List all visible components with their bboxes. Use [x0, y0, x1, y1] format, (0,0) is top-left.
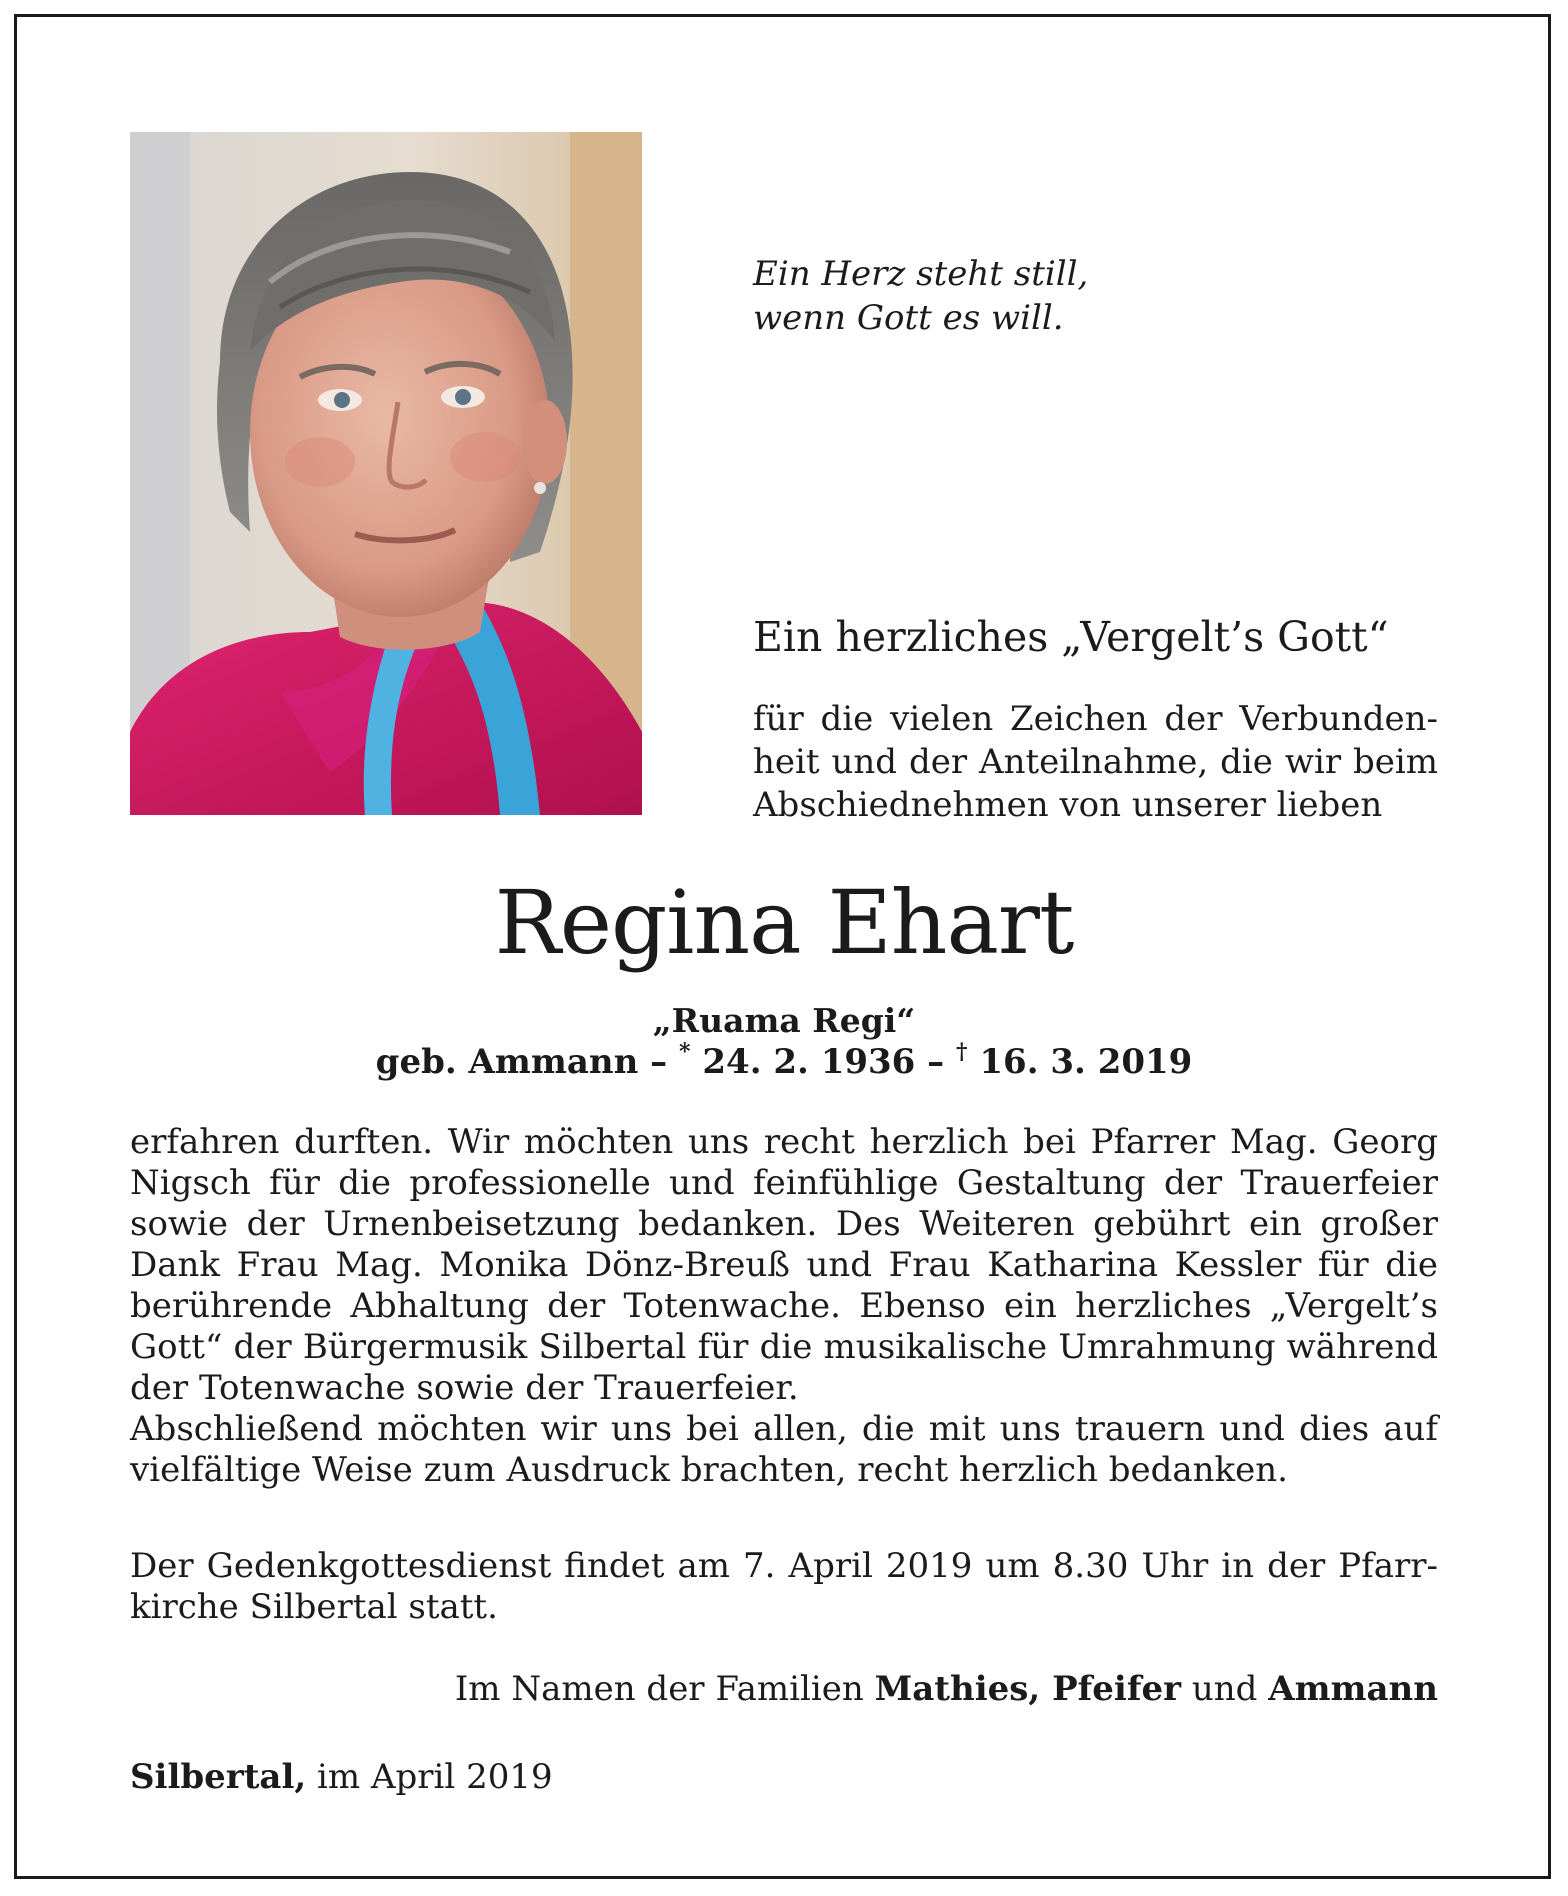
family-prefix: Im Namen der Familien	[454, 1669, 864, 1709]
body-line: Abschließend möchten wir uns bei allen, die mit uns trauern und dies auf	[130, 1409, 1438, 1449]
death-symbol: †	[956, 1039, 968, 1065]
intro-paragraph	[753, 698, 1438, 827]
body-line: sowie der Urnenbeisetzung bedanken. Des Weiteren gebührt ein großer	[130, 1204, 1438, 1244]
death-date: 16. 3. 2019	[979, 1042, 1193, 1082]
deceased-name: Regina Ehart	[494, 871, 1074, 974]
motto-line: wenn Gott es will.	[753, 298, 1064, 338]
birth-name: geb. Ammann –	[375, 1042, 668, 1082]
portrait-photo	[130, 132, 642, 815]
motto-line: Ein Herz steht still,	[753, 254, 1089, 294]
body-line: vielfältige Weise zum Ausdruck brachten, recht herzlich bedanken.	[130, 1450, 1288, 1490]
intro-line: für die vielen Zeichen der Verbunden-	[753, 699, 1438, 739]
intro-line: heit und der Anteilnahme, die wir beim	[753, 742, 1438, 782]
body-line: erfahren durften. Wir möchten uns recht herzlich bei Pfarrer Mag. Georg	[130, 1122, 1438, 1162]
body-line: berührende Abhaltung der Totenwache. Ebenso ein herzliches „Vergelt’s	[130, 1286, 1438, 1326]
family-names: Mathies, Pfeifer	[874, 1669, 1181, 1709]
birth-symbol: *	[679, 1039, 691, 1065]
motto-quote	[753, 252, 1088, 340]
service-line: kirche Silbertal statt.	[130, 1587, 498, 1627]
place-date	[130, 1756, 553, 1798]
thanks-heading: Ein herzliches „Vergelt’s Gott“	[753, 613, 1389, 661]
body-line: Dank Frau Mag. Monika Dönz-Breuß und Frau Katharina Kessler für die	[130, 1245, 1438, 1285]
family-name-last: Ammann	[1268, 1669, 1438, 1709]
birth-date: 24. 2. 1936 –	[702, 1042, 945, 1082]
body-line: der Totenwache sowie der Trauerfeier.	[130, 1368, 799, 1408]
memorial-service-notice	[130, 1546, 1438, 1628]
body-line: Gott“ der Bürgermusik Silbertal für die musikalische Umrahmung während	[130, 1327, 1438, 1367]
family-joiner: und	[1191, 1669, 1258, 1709]
deceased-nickname: „Ruama Regi“	[652, 1001, 916, 1040]
intro-line: Abschiednehmen von unserer lieben	[753, 785, 1383, 825]
body-line: Nigsch für die professionelle und feinfühlige Gestaltung der Trauerfeier	[130, 1163, 1438, 1203]
thanks-body	[130, 1122, 1438, 1491]
life-dates	[0, 1041, 1568, 1083]
place-month: im April 2019	[317, 1757, 553, 1797]
service-line: Der Gedenkgottesdienst findet am 7. April 2019 um 8.30 Uhr in der Pfarr-	[130, 1546, 1438, 1586]
place-town: Silbertal,	[130, 1757, 307, 1797]
family-signature	[130, 1668, 1438, 1710]
